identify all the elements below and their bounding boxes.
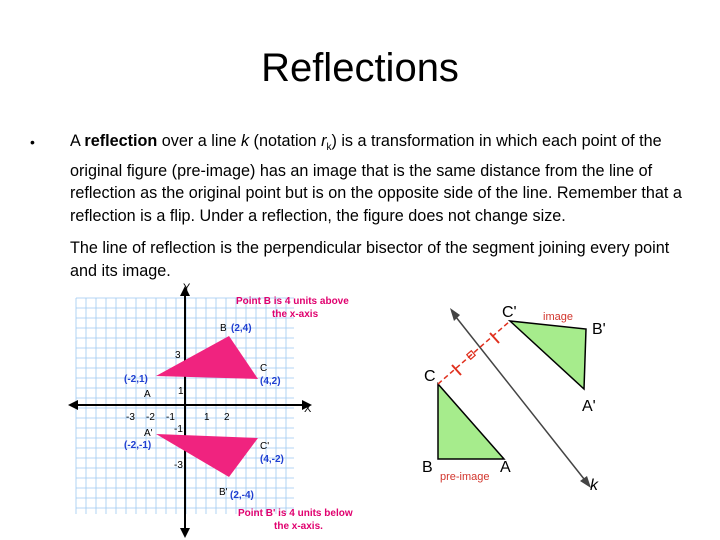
label-c-right: C — [424, 368, 436, 385]
para1-lead: A — [70, 132, 85, 150]
tick-xm3: -3 — [126, 412, 135, 423]
right-reflection-figure — [410, 292, 710, 502]
tick-y1: 1 — [178, 386, 184, 397]
label-c-prime-right: C' — [502, 304, 517, 321]
reflection-term: reflection — [84, 132, 158, 150]
definition-paragraph — [70, 130, 690, 227]
label-c: C — [260, 363, 268, 374]
coord-b: (2,4) — [231, 323, 252, 334]
bisector-paragraph: The line of reflection is the perpendicular bisector of the segment joining every point and its image. — [70, 239, 670, 280]
notation-subscript: k — [326, 142, 332, 154]
triangle-abc-prime — [156, 434, 258, 477]
tick-ym1: -1 — [174, 424, 183, 435]
tick-x1: 1 — [204, 412, 210, 423]
tick-ym3: -3 — [174, 460, 183, 471]
tick-xm2: -2 — [146, 412, 155, 423]
label-a: A — [144, 389, 151, 400]
pre-image-triangle — [438, 384, 504, 459]
note-bottom-line1: Point B' is 4 units below — [238, 508, 353, 519]
triangle-abc — [156, 336, 258, 379]
label-image: image — [543, 311, 573, 323]
y-axis-label: Y — [183, 282, 191, 294]
label-a-prime: A' — [144, 428, 153, 439]
left-grid-figure — [64, 282, 374, 540]
label-a-prime-right: A' — [582, 398, 596, 415]
label-b: B — [220, 323, 227, 334]
note-top-line1: Point B is 4 units above — [236, 296, 349, 307]
x-axis-label: X — [304, 403, 312, 415]
tick-y3: 3 — [175, 350, 181, 361]
label-k: k — [590, 477, 598, 494]
label-a-right: A — [500, 459, 511, 476]
para1-mid2: (notation — [249, 132, 322, 150]
tick-xm1: -1 — [166, 412, 175, 423]
label-b-prime-right: B' — [592, 321, 606, 338]
label-b-right: B — [422, 459, 433, 476]
tick-x2: 2 — [224, 412, 230, 423]
label-b-prime: B' — [219, 487, 228, 498]
coord-a: (-2,1) — [124, 374, 148, 385]
coord-c-prime: (4,-2) — [260, 454, 284, 465]
y-axis-arrow-down — [180, 528, 190, 538]
perpendicular-segment — [438, 321, 510, 384]
coord-a-prime: (-2,-1) — [124, 440, 152, 451]
slide-title: Reflections — [261, 46, 459, 90]
para1-mid1: over a line — [157, 132, 241, 150]
x-axis-arrow-left — [68, 400, 78, 410]
notation-r: r — [321, 132, 327, 150]
bullet-marker: • — [30, 134, 35, 150]
coord-b-prime: (2,-4) — [230, 490, 254, 501]
para1-rest: ) is a transformation in which each point of the original figure (pre-image) has an image that is the same distance from the line of reflection as the original point but is on the opposite side of the line. Remember that a reflection is a flip. Under a reflection, the figure does not change size. — [70, 132, 682, 225]
line-k: k — [240, 132, 250, 150]
note-top-line2: the x-axis — [272, 309, 319, 320]
coord-c: (4,2) — [260, 376, 281, 387]
image-triangle — [510, 321, 586, 389]
label-c-prime: C' — [260, 441, 270, 452]
label-pre-image: pre-image — [440, 471, 490, 483]
note-bottom-line2: the x-axis. — [274, 521, 323, 532]
